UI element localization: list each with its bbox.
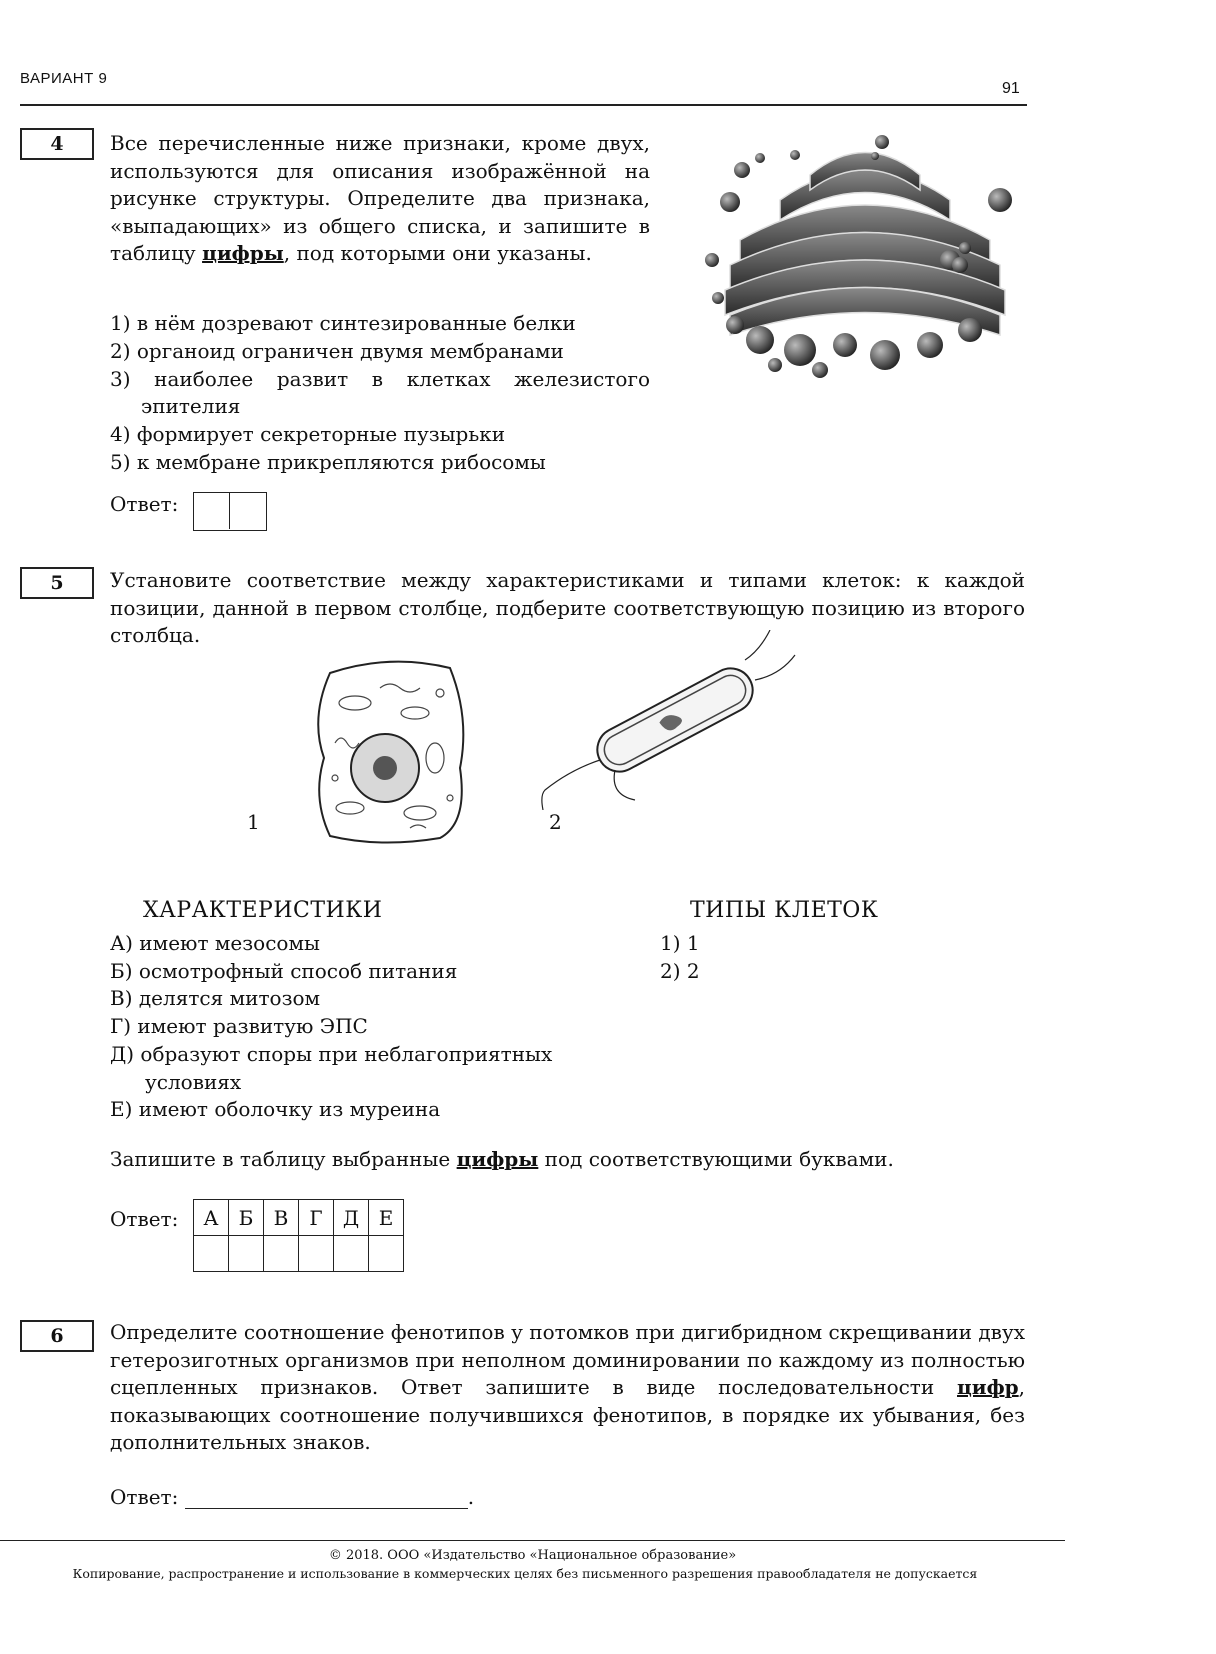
question-5-instruction: Запишите в таблицу выбранные цифры под соответствующими буквами. bbox=[110, 1147, 894, 1171]
q5-letter-e: Е bbox=[369, 1200, 404, 1236]
q5-answer-input-row bbox=[194, 1236, 404, 1272]
question-4-options bbox=[110, 310, 650, 477]
q4-option-3: 3) наиболее развит в клетках железистого bbox=[110, 366, 650, 391]
page-number: 91 bbox=[1002, 80, 1020, 97]
q6-answer bbox=[110, 1485, 474, 1509]
q5-answer-cell-b[interactable] bbox=[229, 1236, 264, 1272]
footer-copyright: © 2018. ООО «Издательство «Национальное образование» bbox=[328, 1548, 737, 1563]
characteristic-v: В) делятся митозом bbox=[110, 986, 321, 1011]
q5-answer-cell-d[interactable] bbox=[334, 1236, 369, 1272]
characteristics-list bbox=[110, 930, 630, 1124]
characteristic-d-cont: условиях bbox=[145, 1069, 242, 1094]
question-6-number: 6 bbox=[20, 1320, 94, 1352]
variant-label: ВАРИАНТ 9 bbox=[20, 70, 108, 87]
characteristic-a: А) имеют мезосомы bbox=[110, 931, 320, 955]
q5-answer-label: Ответ: bbox=[110, 1207, 179, 1231]
q4-answer-label: Ответ: bbox=[110, 492, 179, 516]
q5-letter-a: А bbox=[194, 1200, 229, 1236]
q5-answer-table bbox=[193, 1199, 404, 1272]
q5-letter-g: Г bbox=[299, 1200, 334, 1236]
header-rule bbox=[20, 104, 1027, 106]
bacterium-illustration bbox=[540, 630, 810, 810]
q6-answer-end: . bbox=[467, 1485, 475, 1509]
q4-option-2: 2) органоид ограничен двумя мембранами bbox=[110, 338, 564, 363]
cell-type-2: 2) 2 bbox=[660, 958, 700, 983]
q4-answer-cell-2[interactable] bbox=[230, 493, 265, 529]
q6-answer-label: Ответ: bbox=[110, 1485, 179, 1509]
q4-option-3-cont: эпителия bbox=[141, 394, 241, 419]
characteristics-header: ХАРАКТЕРИСТИКИ bbox=[143, 898, 383, 923]
q5-answer-cell-v[interactable] bbox=[264, 1236, 299, 1272]
characteristic-b: Б) осмотрофный способ питания bbox=[110, 958, 458, 983]
question-5-text: Установите соответствие между характеристиками и типами клеток: к каждой позиции, данной в первом столбце, подберите соответствующую позицию из второго столбца. bbox=[110, 568, 1025, 647]
q5-answer-letters-row bbox=[194, 1200, 404, 1236]
characteristic-g: Г) имеют развитую ЭПС bbox=[110, 1014, 368, 1039]
eukaryotic-cell-illustration bbox=[310, 658, 470, 848]
characteristic-e: Е) имеют оболочку из муреина bbox=[110, 1097, 441, 1122]
question-5-number: 5 bbox=[20, 567, 94, 599]
question-6-text: Определите соотношение фенотипов у потомков при дигибридном скрещивании двух гетерозиготных организмов при неполном доминировании по каждому из полностью сцепленных признаков. Ответ запишите в виде последовательности цифр, показывающих соотношение получившихся фенотипов, в порядке их убывания, без дополнительных знаков. bbox=[110, 1320, 1025, 1454]
q5-letter-v: В bbox=[264, 1200, 299, 1236]
q6-answer-line[interactable] bbox=[185, 1488, 468, 1509]
figure-label-1: 1 bbox=[247, 810, 260, 834]
q5-answer-cell-g[interactable] bbox=[299, 1236, 334, 1272]
q4-option-5: 5) к мембране прикрепляются рибосомы bbox=[110, 449, 546, 474]
q4-option-4: 4) формирует секреторные пузырьки bbox=[110, 422, 506, 447]
q5-letter-d: Д bbox=[334, 1200, 369, 1236]
q4-option-1: 1) в нём дозревают синтезированные белки bbox=[110, 311, 576, 335]
figure-label-2: 2 bbox=[549, 810, 562, 834]
q4-answer-cell-1[interactable] bbox=[194, 493, 230, 529]
q5-answer-cell-e[interactable] bbox=[369, 1236, 404, 1272]
cell-type-1: 1) 1 bbox=[660, 931, 700, 955]
golgi-apparatus-illustration bbox=[700, 130, 1030, 380]
q5-answer-cell-a[interactable] bbox=[194, 1236, 229, 1272]
cell-types-list bbox=[660, 930, 860, 985]
footer-legal: Копирование, распространение и использование в коммерческих целях без письменного разрешения правообладателя не допускается bbox=[72, 1566, 978, 1581]
footer-rule bbox=[0, 1540, 1065, 1541]
cell-types-header: ТИПЫ КЛЕТОК bbox=[690, 898, 879, 923]
q5-letter-b: Б bbox=[229, 1200, 264, 1236]
q4-answer-box[interactable] bbox=[193, 492, 267, 531]
question-4-text: Все перечисленные ниже признаки, кроме двух, используются для описания изображённой на рисунке структуры. Определите два признака, «выпадающих» из общего списка, и запишите в таблицу цифры, под которыми они указаны. bbox=[110, 131, 650, 265]
characteristic-d: Д) образуют споры при неблагоприятных bbox=[110, 1041, 553, 1066]
question-4-number: 4 bbox=[20, 128, 94, 160]
